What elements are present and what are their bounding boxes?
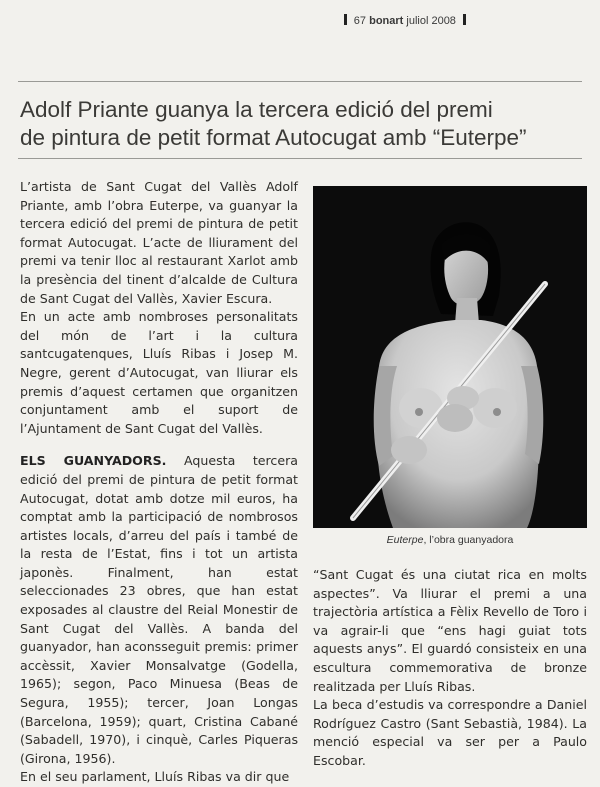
paragraph-3-text: Aquesta tercera edició del premi de pintura de petit format Autocugat, dotat amb dotze mil euros, ha comptat amb la participació de nombrosos artistes locals, d’arreu del país i també de la resta de l’Estat, fins i tot un artista japonès. Finalment, han estat seleccionades 23 obres, que han estat exposades al claustre del Reial Monestir de Sant Cugat del Vallès. A banda del guanyador, han aconsseguit premis: primer accèssit, Xavier Monsalvatge (Godella, 1965); segon, Paco Minuesa (Beas de Segura, 1955); tercer, Joan Longas (Barcelona, 1959); quart, Cristina Cabané (Sabadell, 1970), i cinquè, Carles Piqueras (Girona, 1956).	[20, 453, 298, 766]
headline-rule-top	[18, 81, 582, 82]
paragraph-6: La beca d’estudis va correspondre a Daniel Rodríguez Castro (Sant Sebastià, 1984). La menció especial va ser per a Paulo Escobar.	[313, 697, 587, 768]
caption-title: Euterpe	[386, 534, 424, 546]
photo-caption	[313, 534, 587, 546]
issue-date: juliol 2008	[406, 15, 456, 27]
headline-rule-bottom	[18, 158, 582, 159]
headline-line-2: de pintura de petit format Autocugat amb “Euterpe”	[20, 125, 527, 150]
right-column-text	[313, 566, 587, 771]
paragraph-4: En el seu parlament, Lluís Ribas va dir que	[20, 769, 290, 785]
headline-line-1: Adolf Priante guanya la tercera edició del premi	[20, 97, 493, 122]
left-column	[20, 178, 298, 787]
running-head	[340, 14, 470, 27]
header-bar-right	[463, 14, 466, 25]
page-number: 67	[353, 15, 367, 27]
header-bar-left	[344, 14, 347, 25]
caption-text: , l’obra guanyadora	[423, 534, 514, 546]
paragraph-3	[20, 452, 298, 768]
article-headline	[20, 96, 590, 152]
section-lead: ELS GUANYADORS.	[20, 453, 167, 469]
paragraph-1: L’artista de Sant Cugat del Vallès Adolf Priante, amb l’obra Euterpe, va guanyar la tercera edició del premi de pintura de petit format Autocugat. L’acte de lliurament del premi va tenir lloc al restaurant Xarlot amb la presència del tinent d’alcalde de Cultura de Sant Cugat del Vallès, Xavier Escura.	[20, 179, 298, 306]
artwork-illustration	[313, 186, 587, 528]
paragraph-5: “Sant Cugat és una ciutat rica en molts aspectes”. Va lliurar el premi a una trajectòria artística a Fèlix Revello de Toro i va agrair-li que “ens hagi guiat tots aquests anys”. El guardó consisteix en una escultura commemorativa de bronze realitzada per Lluís Ribas.	[313, 567, 587, 694]
magazine-name: bonart	[369, 15, 404, 27]
paragraph-2: En un acte amb nombroses personalitats del món de l’art i la cultura santcugatenques, Lluís Ribas i Josep M. Negre, gerent d’Autocugat, van lliurar els premis d’aquest certamen que organitzen conjuntament amb el suport de l’Ajuntament de Sant Cugat del Vallès.	[20, 309, 298, 436]
artwork-photo	[313, 186, 587, 528]
